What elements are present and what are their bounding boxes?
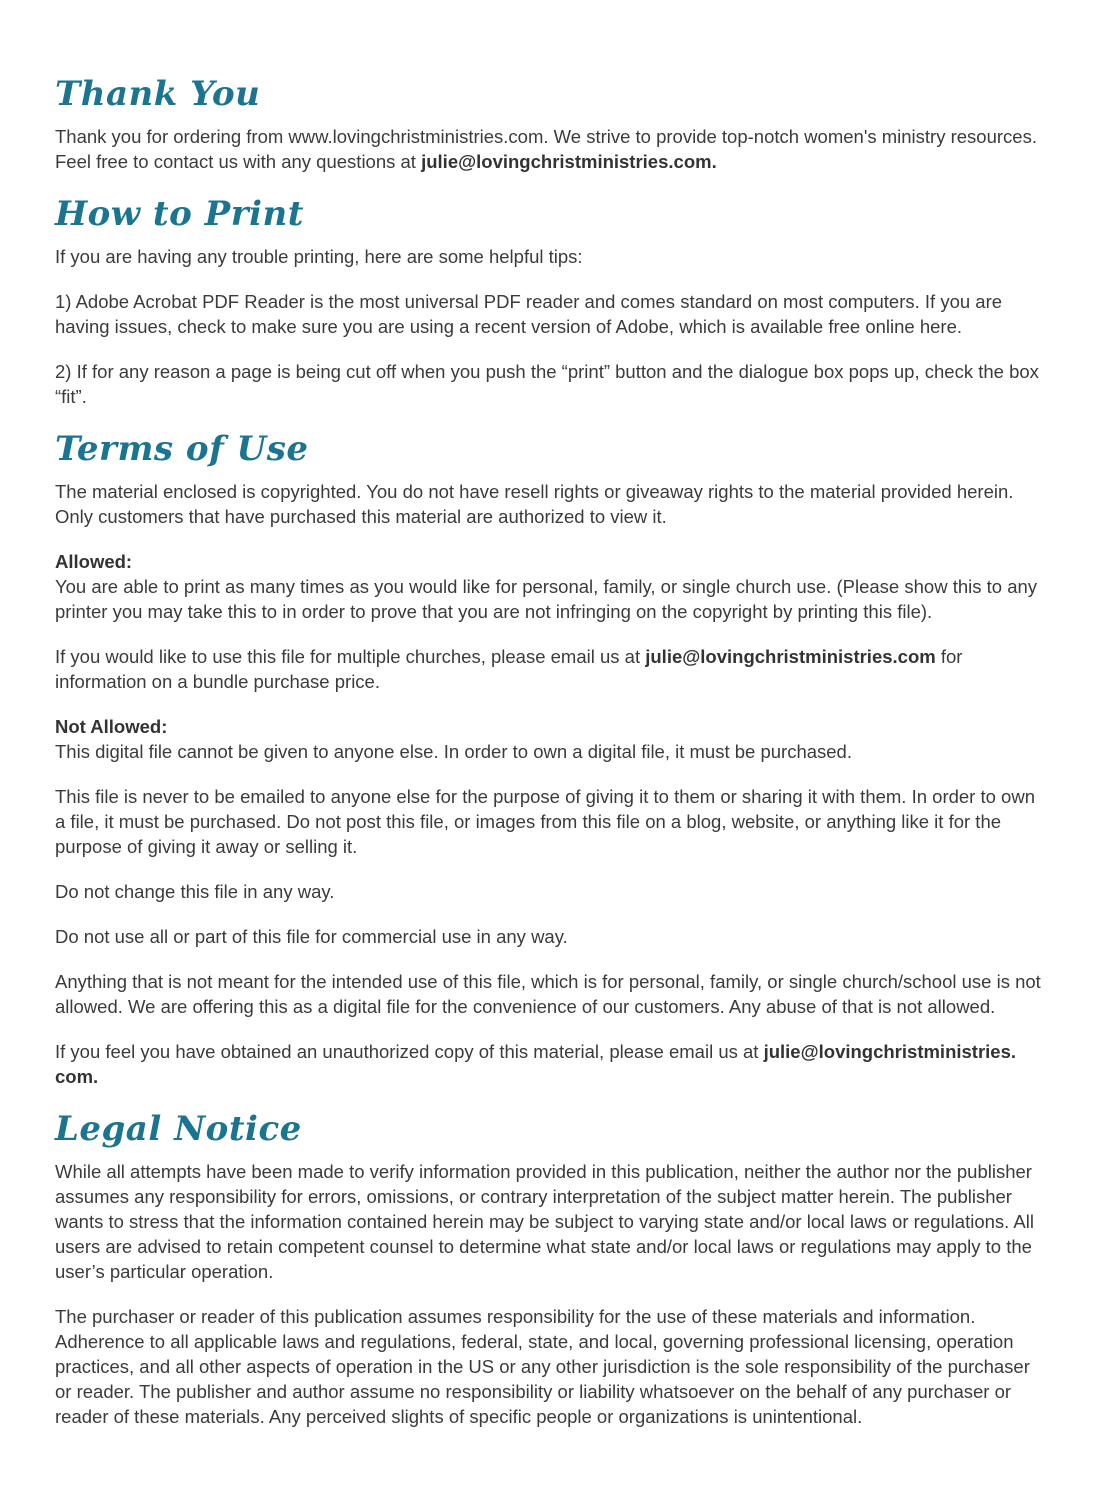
text-segment: Allowed: [55,551,133,572]
text-segment: Anything that is not meant for the intended use of this file, which is for personal, family, or single church/school use is not allowed. We are offering this as a digital file for the convenience of our customers. Any abuse of that is not allowed. [55,971,1041,1017]
text-segment: Not Allowed: [55,716,168,737]
paragraph [55,289,1045,339]
paragraph [55,574,1045,624]
paragraph [55,879,1045,904]
paragraph [55,644,1045,694]
section [55,74,1045,174]
text-segment: julie@lovingchristministries.com [645,646,936,667]
section-heading: Terms of Use [55,429,309,469]
section-heading: Thank You [55,74,261,114]
text-segment: This file is never to be emailed to anyone else for the purpose of giving it to them or sharing it with them. In order to own a file, it must be purchased. Do not post this file, or images from this file on a blog, website, or anything like it for the purpose of giving it away or selling it. [55,786,1035,857]
text-segment: for information on a bundle purchase price. [55,646,963,692]
text-segment: Do not use all or part of this file for commercial use in any way. [55,926,568,947]
paragraph [55,1159,1045,1284]
section [55,1109,1045,1429]
paragraph [55,784,1045,859]
paragraph-label [55,549,1045,574]
paragraph [55,359,1045,409]
paragraph [55,969,1045,1019]
text-segment: If you would like to use this file for multiple churches, please email us at [55,646,646,667]
text-segment: 1) Adobe Acrobat PDF Reader is the most universal PDF reader and comes standard on most computers. If you are having issues, check to make sure you are using a recent version of Adobe, which is available free online here. [55,291,1003,337]
section-heading: Legal Notice [55,1109,302,1149]
paragraph [55,479,1045,529]
text-segment: Thank you for ordering from www.lovingchristministries.com. We strive to provide top-notch women's ministry resources. Feel free to contact us with any questions at [55,126,1037,172]
text-segment: julie@lovingchristministries. com. [55,1041,1017,1087]
document-sections [55,74,1045,1429]
paragraph [55,124,1045,174]
text-segment: julie@lovingchristministries.com. [421,151,717,172]
section [55,194,1045,409]
text-segment: You are able to print as many times as you would like for personal, family, or single church use. (Please show this to any printer you may take this to in order to prove that you are not infringing on the copyright by printing this file). [55,576,1038,622]
paragraph [55,924,1045,949]
paragraph [55,1304,1045,1429]
section [55,429,1045,1089]
paragraph [55,1039,1045,1089]
text-segment: Do not change this file in any way. [55,881,335,902]
text-segment: If you feel you have obtained an unauthorized copy of this material, please email us at [55,1041,764,1062]
text-segment: 2) If for any reason a page is being cut off when you push the “print” button and the dialogue box pops up, check the box “fit”. [55,361,1039,407]
paragraph [55,739,1045,764]
text-segment: While all attempts have been made to verify information provided in this publication, neither the author nor the publisher assumes any responsibility for errors, omissions, or contrary interpretation of the subject matter herein. The publisher wants to stress that the information contained herein may be subject to varying state and/or local laws or regulations. All users are advised to retain competent counsel to determine what state and/or local laws or regulations may apply to the user’s particular operation. [55,1161,1034,1282]
text-segment: This digital file cannot be given to anyone else. In order to own a digital file, it must be purchased. [55,741,852,762]
paragraph-label [55,714,1045,739]
section-heading: How to Print [55,194,304,234]
text-segment: The material enclosed is copyrighted. You do not have resell rights or giveaway rights to the material provided herein. Only customers that have purchased this material are authorized to view it. [55,481,1014,527]
text-segment: If you are having any trouble printing, here are some helpful tips: [55,246,583,267]
paragraph [55,244,1045,269]
text-segment: The purchaser or reader of this publication assumes responsibility for the use of these materials and information. Adherence to all applicable laws and regulations, federal, state, and local, governing professional licensing, operation practices, and all other aspects of operation in the US or any other jurisdiction is the sole responsibility of the purchaser or reader. The publisher and author assume no responsibility or liability whatsoever on the behalf of any purchaser or reader of these materials. Any perceived slights of specific people or organizations is unintentional. [55,1306,1030,1427]
